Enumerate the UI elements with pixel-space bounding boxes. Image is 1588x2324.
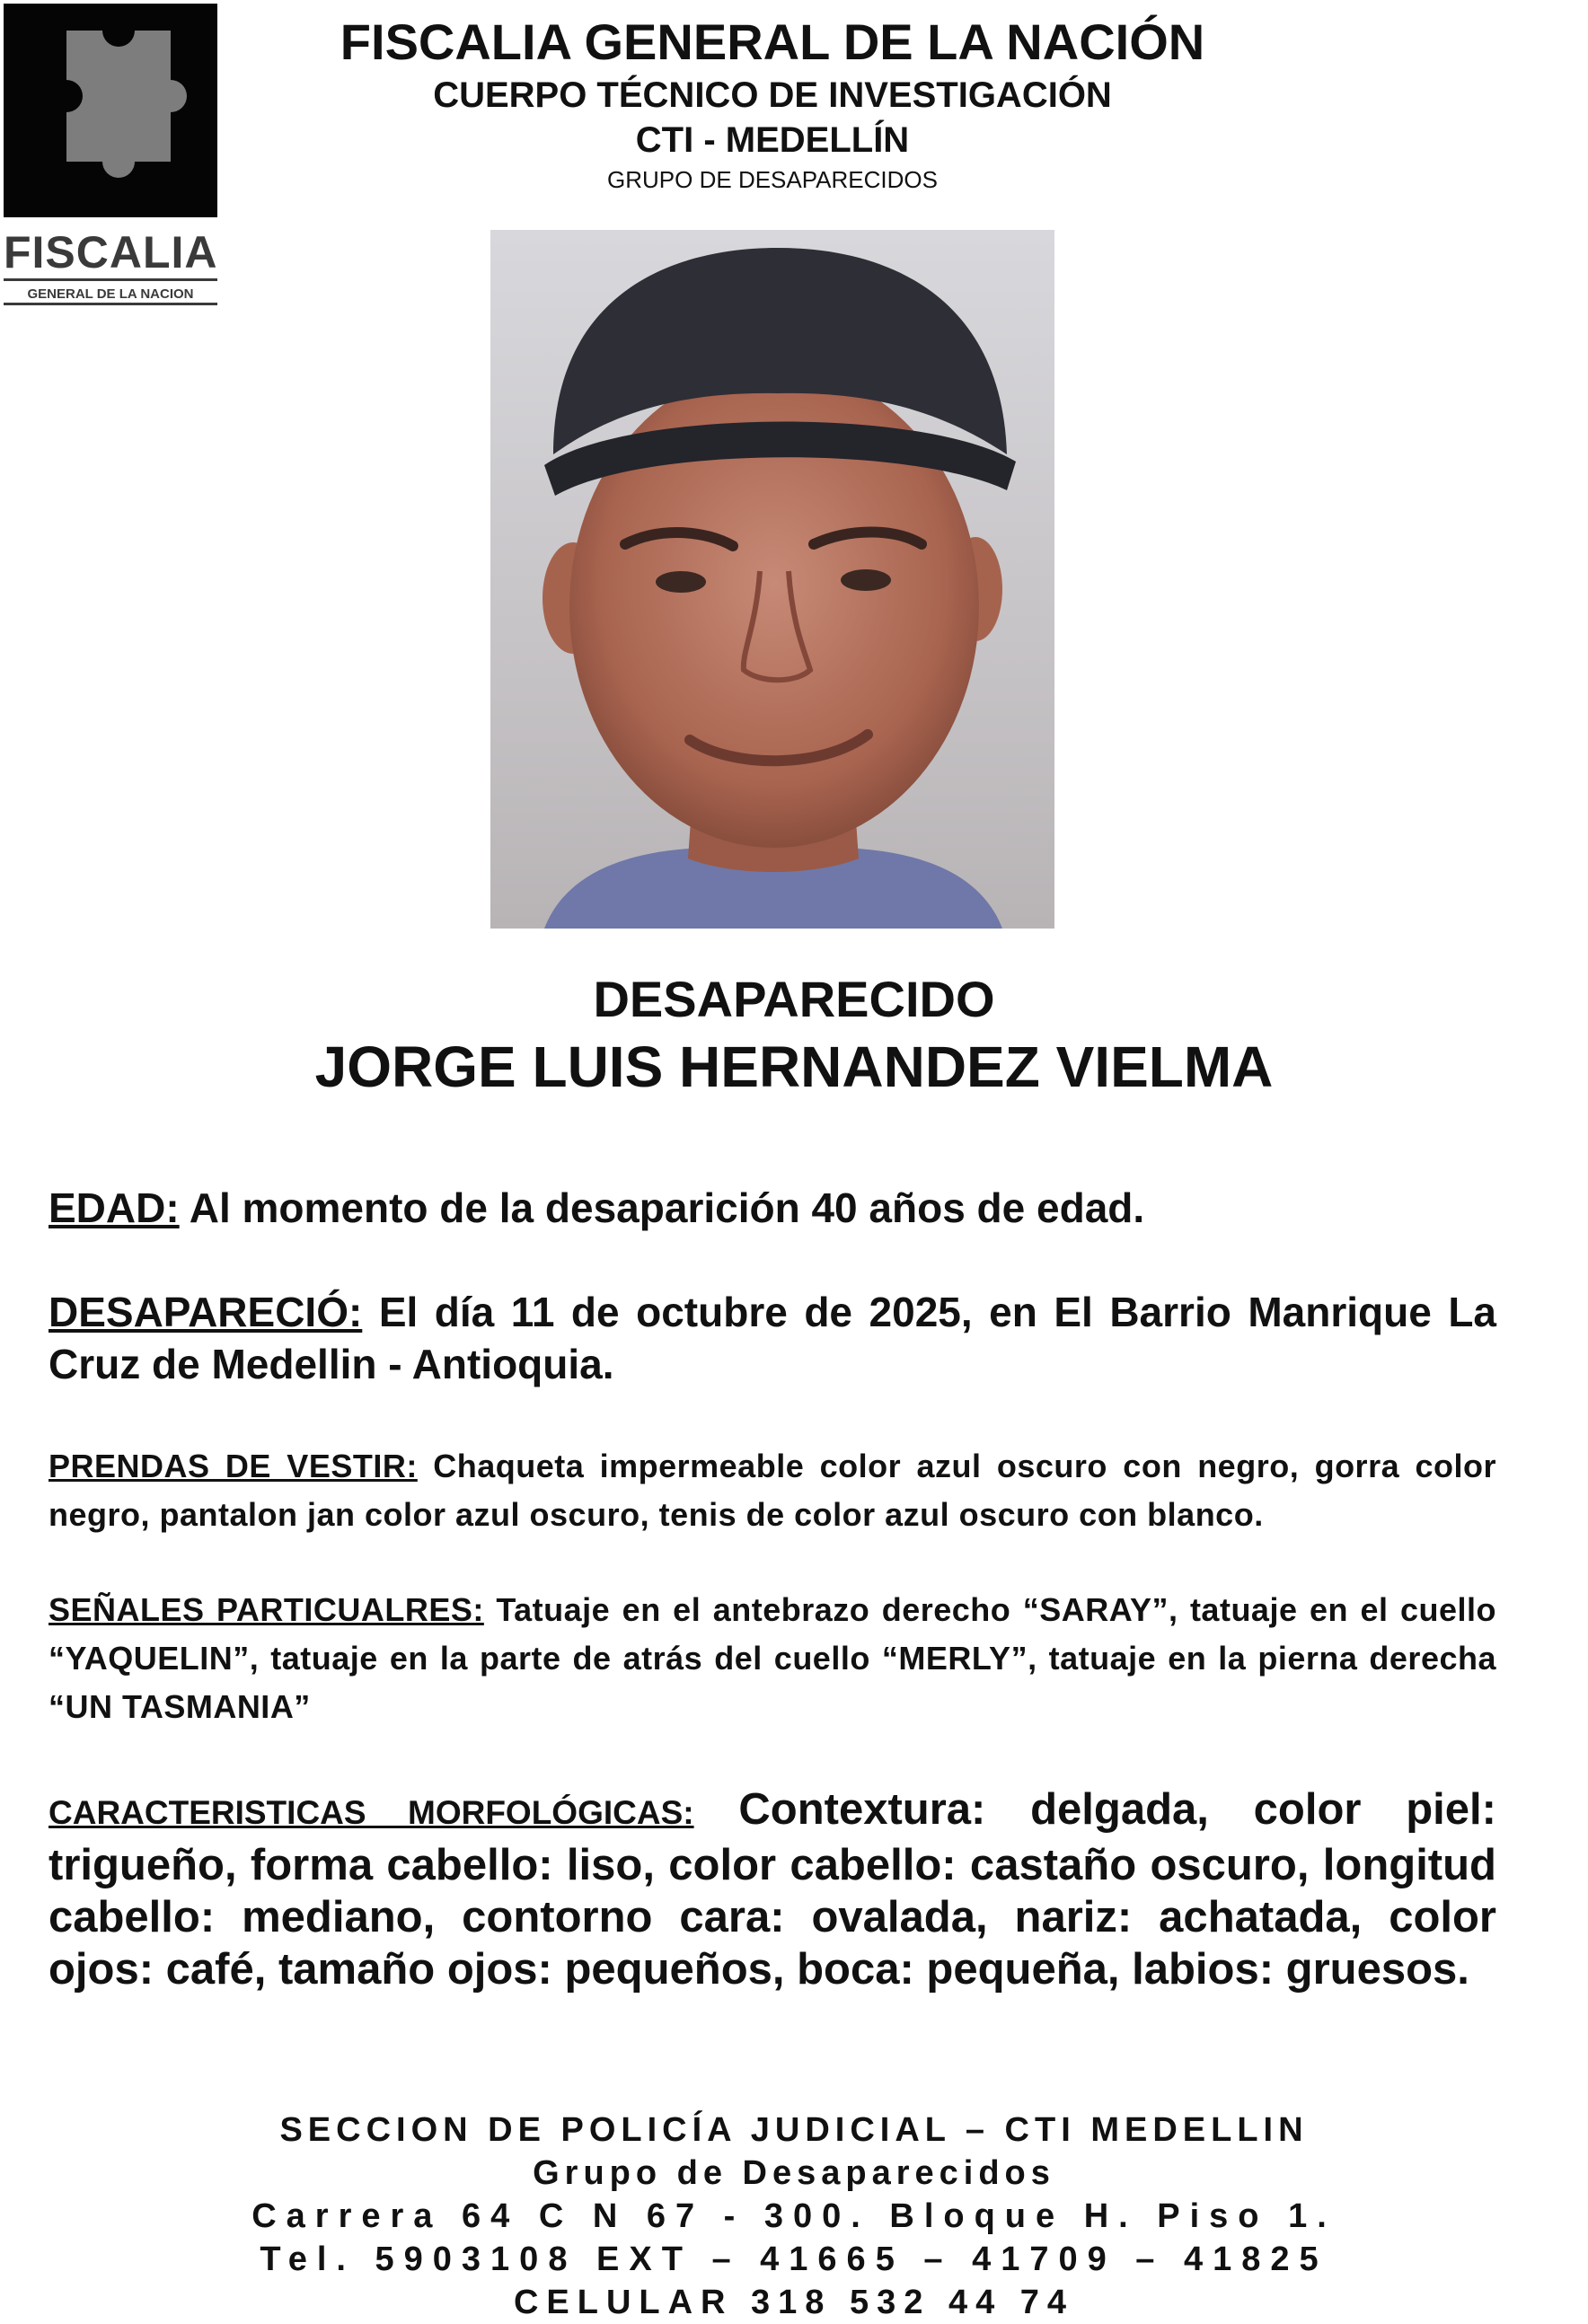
- detail-disappeared-label: DESAPARECIÓ:: [49, 1289, 363, 1335]
- logo-word: FISCALIA: [4, 227, 218, 277]
- detail-morphology-label: CARACTERISTICAS MORFOLÓGICAS:: [49, 1794, 694, 1831]
- detail-morphology-text: Contextura: delgada, color piel: trigueño, forma cabello: liso, color cabello: castaño oscuro, longitud cabello: mediano, contorno cara: ovalada, nariz: achatada, color ojos: café, tamaño ojos: pequeños, boca: pequeña, labios: gruesos.: [49, 1785, 1496, 1994]
- detail-disappeared: [49, 1286, 1496, 1390]
- detail-clothing-text: Chaqueta impermeable color azul oscuro con negro, gorra color negro, pantalon jan color azul oscuro, tenis de color azul oscuro con blanco.: [49, 1448, 1496, 1533]
- footer-mobile: CELULAR 318 532 44 74: [513, 2284, 1075, 2321]
- header-department: CUERPO TÉCNICO DE INVESTIGACIÓN: [433, 75, 1112, 115]
- portrait-illustration: [490, 230, 1054, 929]
- header-city: CTI - MEDELLÍN: [635, 120, 910, 160]
- detail-clothing-label: PRENDAS DE VESTIR:: [49, 1448, 418, 1484]
- detail-marks-label: SEÑALES PARTICUALRES:: [49, 1591, 484, 1628]
- detail-marks: [49, 1586, 1496, 1731]
- footer-section: SECCION DE POLICÍA JUDICIAL – CTI MEDELLIN: [279, 2111, 1309, 2149]
- detail-disappeared-text: El día 11 de octubre de 2025, en El Barrio Manrique La Cruz de Medellin - Antioquia.: [49, 1289, 1496, 1387]
- logo-subtitle: GENERAL DE LA NACION: [4, 278, 217, 305]
- status-title: DESAPARECIDO: [593, 971, 995, 1027]
- detail-age-label: EDAD:: [49, 1184, 180, 1231]
- header-group: GRUPO DE DESAPARECIDOS: [607, 166, 938, 193]
- person-name: JORGE LUIS HERNANDEZ VIELMA: [314, 1034, 1274, 1099]
- header-institution: FISCALIA GENERAL DE LA NACIÓN: [340, 13, 1205, 70]
- fiscalia-logo: [4, 4, 217, 304]
- detail-morphology: [49, 1783, 1496, 1995]
- detail-clothing: [49, 1442, 1496, 1539]
- logo-box: [4, 4, 217, 217]
- detail-age: [49, 1182, 1496, 1234]
- portrait-photo: [490, 230, 1054, 929]
- footer-group: Grupo de Desaparecidos: [533, 2154, 1055, 2192]
- detail-age-text: Al momento de la desaparición 40 años de edad.: [179, 1184, 1145, 1231]
- detail-marks-text: Tatuaje en el antebrazo derecho “SARAY”, tatuaje en el cuello “YAQUELIN”, tatuaje en la parte de atrás del cuello “MERLY”, tatuaje en la pierna derecha “UN TASMANIA”: [49, 1591, 1496, 1725]
- puzzle-piece-icon: [4, 4, 217, 217]
- footer-address: Carrera 64 C N 67 - 300. Bloque H. Piso 1.: [251, 2197, 1337, 2235]
- footer-phone: Tel. 5903108 EXT – 41665 – 41709 – 41825: [260, 2240, 1328, 2278]
